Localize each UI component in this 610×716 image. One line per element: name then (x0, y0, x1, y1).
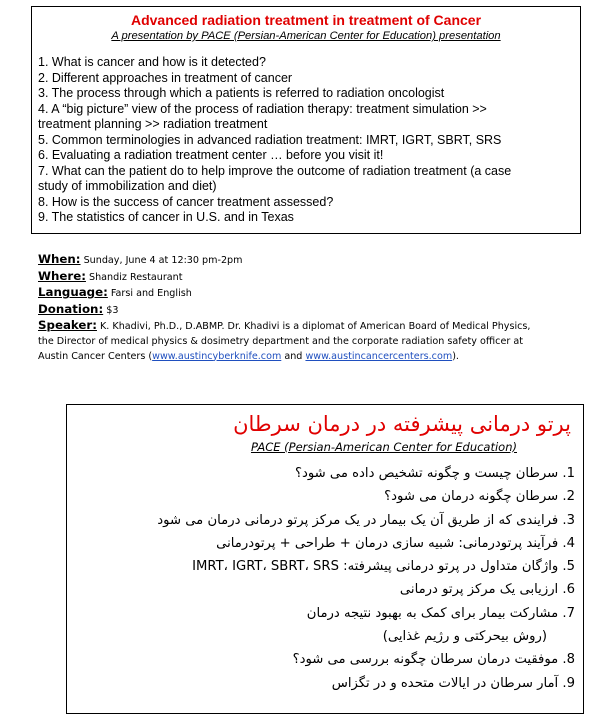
list-item (75, 532, 575, 555)
when-value: Sunday, June 4 at 12:30 pm-2pm (80, 255, 243, 266)
speaker-bio-prefix: Austin Cancer Centers ( (38, 350, 153, 362)
donation-label: Donation: (38, 301, 104, 316)
list-item: 7. What can the patient do to help improve the outcome of radiation treatment (a case (38, 163, 512, 178)
list-item (75, 602, 575, 625)
speaker-bio-line-1: K. Khadivi, Ph.D., D.ABMP. Dr. Khadivi is a diplomat of American Board of Medical Physics, (96, 321, 531, 333)
speaker-bio-suffix: ). (452, 350, 459, 362)
english-title: Advanced radiation treatment in treatment of Cancer (130, 12, 482, 28)
list-item (75, 625, 575, 648)
list-item: 4. A “big picture” view of the process of radiation therapy: treatment simulation >> (38, 101, 487, 116)
english-subtitle: A presentation by PACE (Persian-American Center for Education) presentation (111, 30, 501, 42)
list-item (75, 485, 575, 508)
where-row (38, 269, 584, 286)
farsi-topic-list (75, 462, 575, 695)
language-row (38, 285, 584, 302)
speaker-bio-conjunction: and (281, 350, 306, 362)
donation-row (38, 302, 584, 319)
speaker-bio-line-3 (38, 350, 584, 365)
austincancercenters-link[interactable]: www.austincancercenters.com (305, 350, 453, 362)
list-item-text: 9. آمار سرطان در ایالات متحده و در تگزاس (331, 675, 575, 691)
speaker-label: Speaker: (38, 318, 97, 333)
farsi-program-box (66, 404, 584, 714)
list-item: 3. The process through which a patients is referred to radiation oncologist (38, 86, 445, 100)
list-item-text: 2. سرطان چگونه درمان می شود؟ (384, 489, 575, 505)
language-value: Farsi and English (107, 288, 192, 300)
list-item-text: 4. فرآیند پرتودرمانی: شبیه سازی درمان + طراحی + پرتودرمانی (216, 535, 575, 551)
donation-value: $3 (103, 304, 119, 316)
list-item (75, 648, 575, 671)
list-item: study of immobilization and diet) (38, 179, 217, 193)
list-item-text: 8. موفقیت درمان سرطان چگونه بررسی می شود؟ (292, 652, 575, 668)
austincyberknife-link[interactable]: www.austincyberknife.com (152, 350, 282, 362)
list-item (75, 509, 575, 532)
list-item: treatment planning >> radiation treatment (38, 117, 268, 131)
speaker-row (38, 318, 584, 335)
english-program-box (31, 6, 581, 234)
list-item: 5. Common terminologies in advanced radiation treatment: IMRT, IGRT, SBRT, SRS (38, 132, 502, 147)
list-item-text: 3. فرایندی که از طریق آن یک بیمار در یک مرکز پرتو درمانی درمان می شود (157, 512, 575, 528)
english-topic-list (38, 55, 574, 226)
list-item: 1. What is cancer and how is it detected? (38, 55, 266, 69)
list-item (75, 672, 575, 695)
list-item (75, 462, 575, 485)
list-item-text: 1. سرطان چیست و چگونه تشخیص داده می شود؟ (294, 466, 575, 481)
list-item-continuation: (روش بیحرکتی و رژیم غذایی) (382, 629, 547, 645)
where-label: Where: (38, 268, 86, 283)
event-details (38, 252, 584, 364)
list-item: 8. How is the success of cancer treatment assessed? (38, 194, 334, 209)
list-item: 9. The statistics of cancer in U.S. and in Texas (38, 210, 294, 224)
farsi-subtitle: PACE (Persian-American Center for Education) (250, 440, 517, 454)
list-item (75, 555, 575, 578)
list-item-text: 6. ارزیابی یک مرکز پرتو درمانی (399, 582, 575, 598)
language-label: Language: (38, 285, 108, 300)
list-item-text: 7. مشارکت بیمار برای کمک به بهبود نتیجه درمان (306, 605, 575, 621)
list-item (75, 578, 575, 601)
speaker-bio-line-2: the Director of medical physics & dosimetry department and the corporate radiation safety officer at (38, 335, 523, 347)
farsi-title: پرتو درمانی پیشرفته در درمان سرطان (233, 412, 571, 436)
when-label: When: (38, 252, 81, 266)
list-item: 6. Evaluating a radiation treatment center … before you visit it! (38, 148, 384, 162)
when-row (38, 252, 584, 269)
where-value: Shandiz Restaurant (85, 271, 183, 283)
list-item-text: 5. واژگان متداول در پرتو درمانی پیشرفته: IMRT، IGRT، SBRT، SRS (192, 559, 575, 575)
list-item: 2. Different approaches in treatment of cancer (38, 70, 293, 85)
